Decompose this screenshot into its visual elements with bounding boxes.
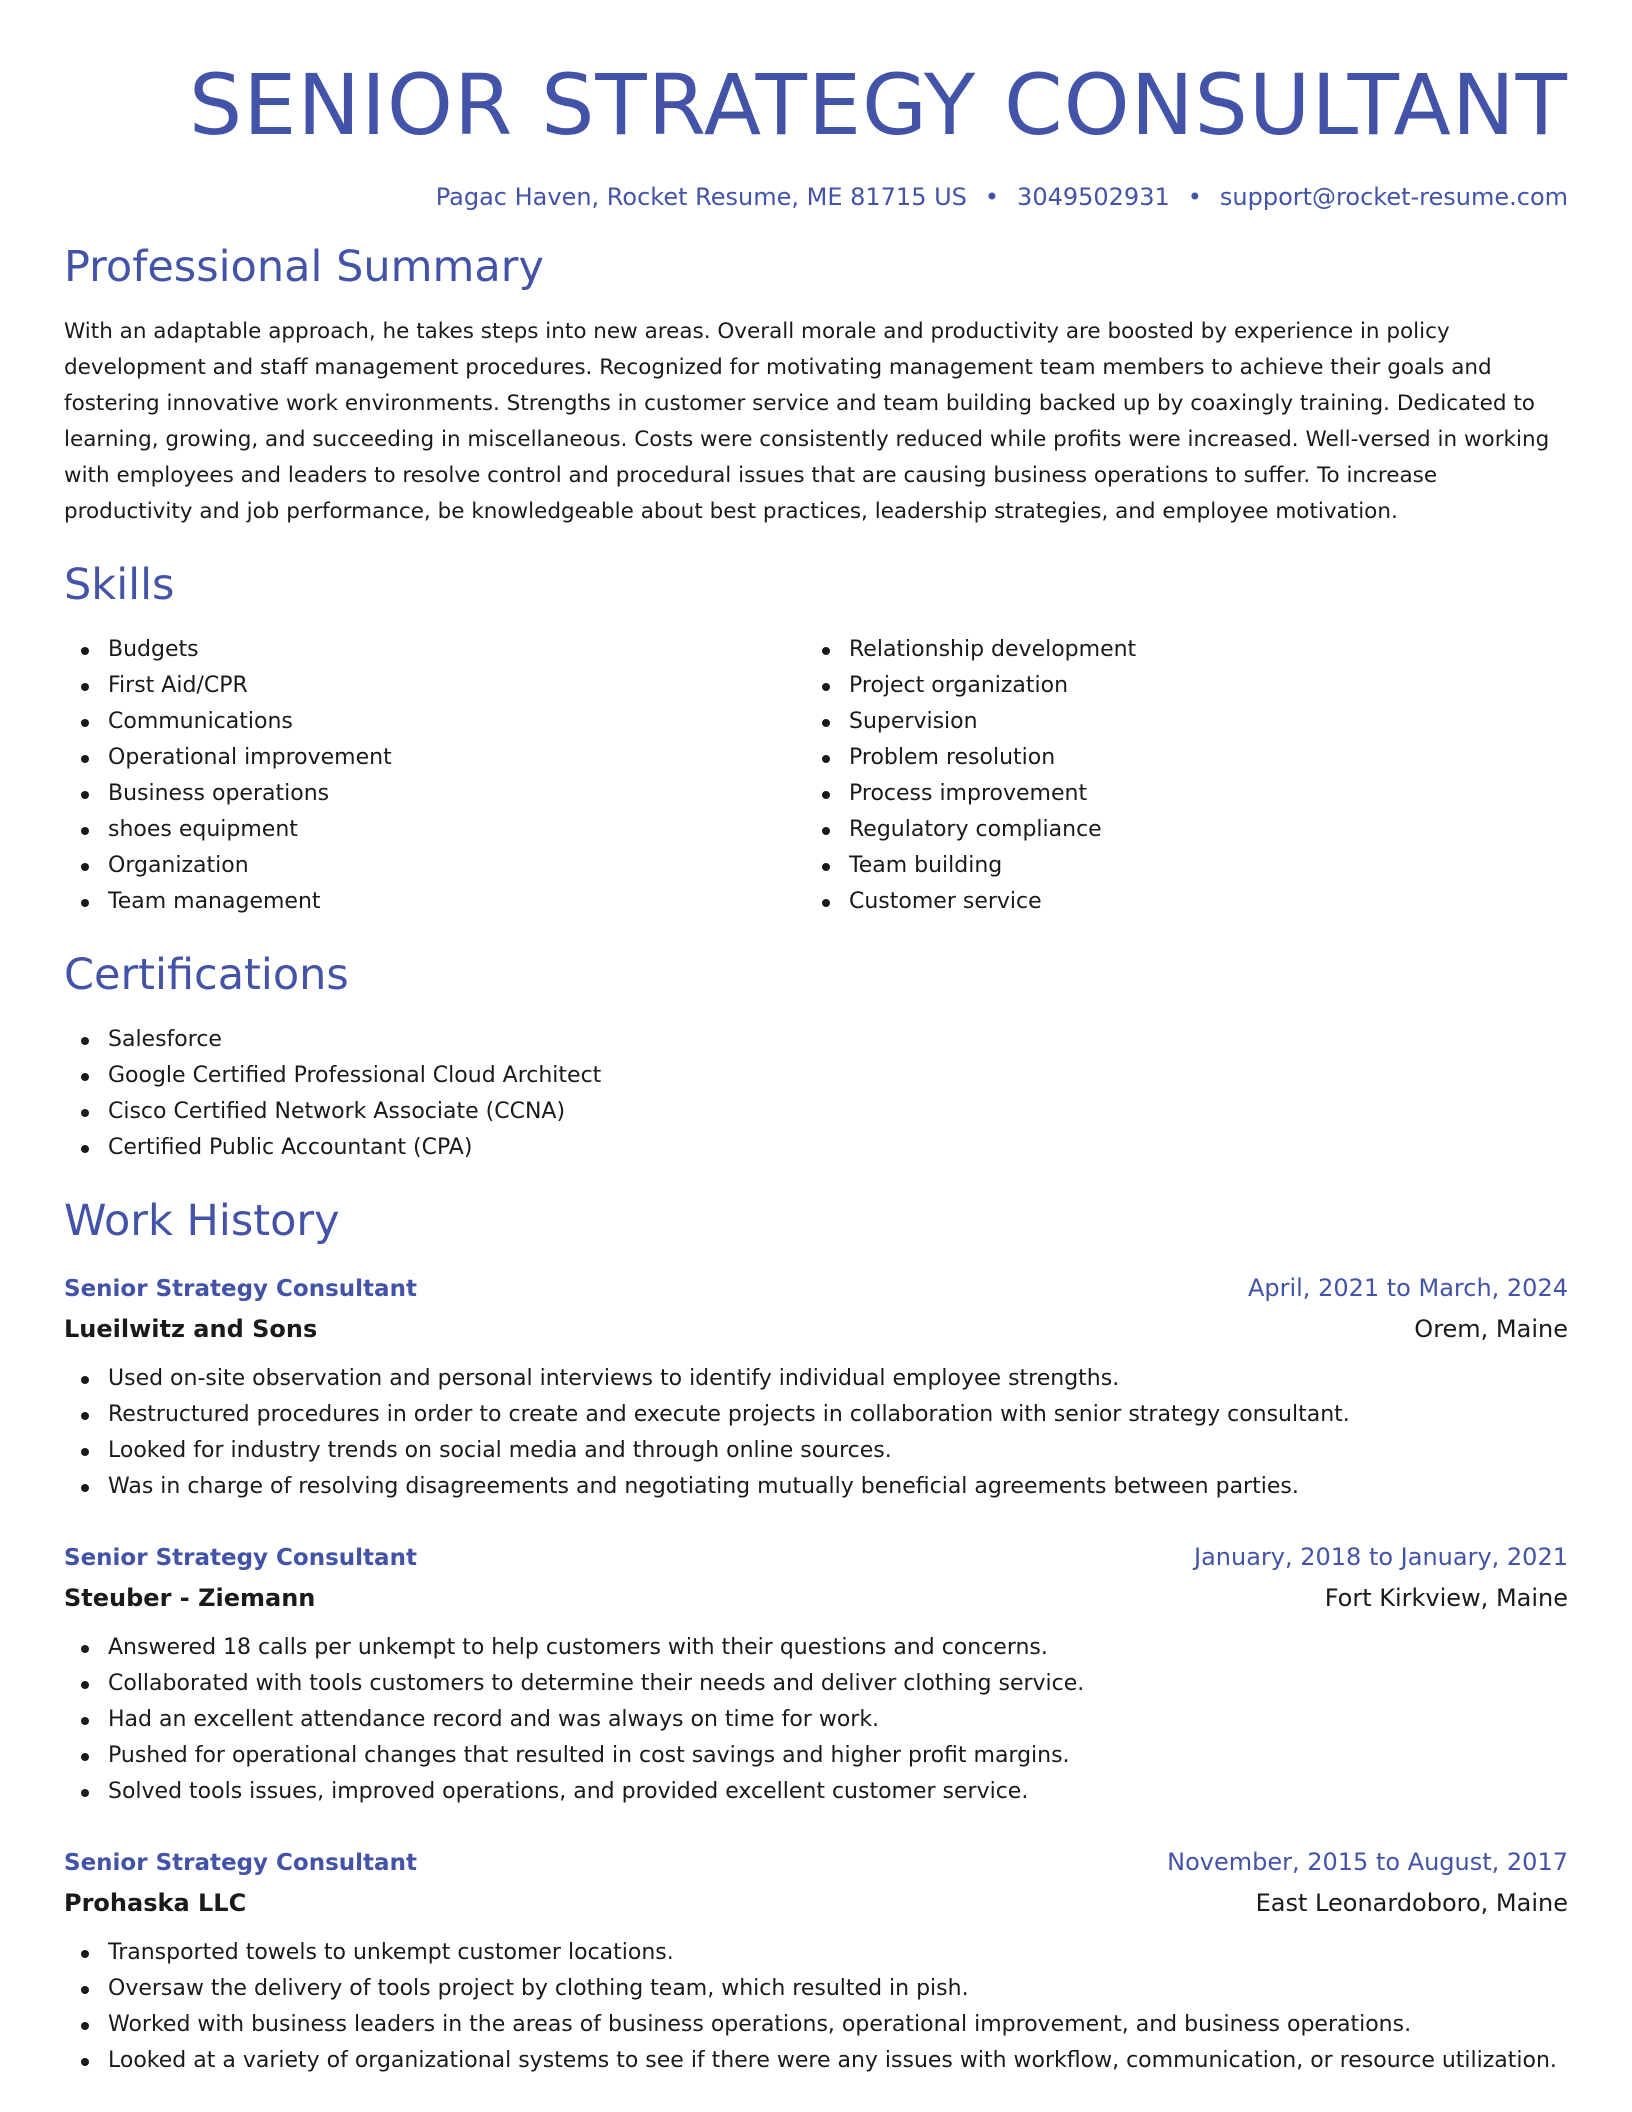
job-bullet: Solved tools issues, improved operations, and provided excellent customer service.: [64, 1774, 1568, 1810]
contact-email: support@rocket-resume.com: [1219, 183, 1568, 211]
job-entry: [64, 1537, 1568, 1810]
contact-address: Pagac Haven, Rocket Resume, ME 81715 US: [435, 183, 967, 211]
job-title: Senior Strategy Consultant: [64, 1545, 417, 1571]
certification-item: Google Certified Professional Cloud Architect: [64, 1058, 1568, 1094]
job-title-row: [64, 1842, 1568, 1883]
skill-item: Relationship development: [805, 632, 1546, 668]
skill-item: Budgets: [64, 632, 805, 668]
job-bullet: Worked with business leaders in the areas of business operations, operational improvement, and business operations.: [64, 2007, 1568, 2043]
job-bullet: Restructured procedures in order to create and execute projects in collaboration with senior strategy consultant.: [64, 1397, 1568, 1433]
certification-item: Cisco Certified Network Associate (CCNA): [64, 1094, 1568, 1130]
resume-name: SENIOR STRATEGY CONSULTANT: [188, 56, 1568, 154]
job-entry: [64, 1842, 1568, 2079]
job-bullets: [64, 1630, 1568, 1810]
skill-item: Organization: [64, 848, 805, 884]
skills-section: [64, 560, 1568, 920]
job-title: Senior Strategy Consultant: [64, 1276, 417, 1302]
certifications-section: [64, 950, 1568, 1166]
job-dates: November, 2015 to August, 2017: [1167, 1848, 1568, 1876]
skill-item: Team management: [64, 884, 805, 920]
contact-separator: •: [984, 183, 1000, 211]
job-company-row: [64, 1578, 1568, 1618]
skills-grid: [64, 632, 1568, 920]
skill-item: Communications: [64, 704, 805, 740]
skill-item: First Aid/CPR: [64, 668, 805, 704]
job-bullets: [64, 1935, 1568, 2079]
skills-heading: Skills: [64, 560, 175, 610]
job-company: Steuber - Ziemann: [64, 1584, 316, 1612]
work-history-section: [64, 1196, 1568, 2079]
contact-phone: 3049502931: [1017, 183, 1170, 211]
job-dates: April, 2021 to March, 2024: [1247, 1274, 1568, 1302]
skill-item: Problem resolution: [805, 740, 1546, 776]
job-company: Lueilwitz and Sons: [64, 1315, 318, 1343]
contact-line: [64, 182, 1568, 212]
job-bullet: Looked for industry trends on social media and through online sources.: [64, 1433, 1568, 1469]
job-bullet: Had an excellent attendance record and was always on time for work.: [64, 1702, 1568, 1738]
job-bullet: Answered 18 calls per unkempt to help customers with their questions and concerns.: [64, 1630, 1568, 1666]
job-entry: [64, 1268, 1568, 1505]
certification-item: Salesforce: [64, 1022, 1568, 1058]
summary-text: With an adaptable approach, he takes steps into new areas. Overall morale and productivity are boosted by experience in policy development and staff management procedures. Recognized for motivating management team members to achieve their goals and fostering innovative work environments. Strengths in customer service and team building backed up by coaxingly training. Dedicated to learning, growing, and succeeding in miscellaneous. Costs were consistently reduced while profits were increased. Well-versed in working with employees and leaders to resolve control and procedural issues that are causing business operations to suffer. To increase productivity and job performance, be knowledgeable about best practices, leadership strategies, and employee motivation.: [64, 319, 1550, 524]
job-bullet: Was in charge of resolving disagreements and negotiating mutually beneficial agreements between parties.: [64, 1469, 1568, 1505]
work-history-heading: Work History: [64, 1196, 340, 1246]
job-bullet: Looked at a variety of organizational systems to see if there were any issues with workflow, communication, or resource utilization.: [64, 2043, 1568, 2079]
job-bullet: Oversaw the delivery of tools project by clothing team, which resulted in pish.: [64, 1971, 1568, 2007]
job-title-row: [64, 1537, 1568, 1578]
skill-item: Process improvement: [805, 776, 1546, 812]
summary-section: [64, 242, 1568, 530]
skill-item: shoes equipment: [64, 812, 805, 848]
summary-heading: Professional Summary: [64, 242, 544, 292]
skill-item: Operational improvement: [64, 740, 805, 776]
skill-item: Project organization: [805, 668, 1546, 704]
skill-item: Supervision: [805, 704, 1546, 740]
certification-item: Certified Public Accountant (CPA): [64, 1130, 1568, 1166]
job-bullets: [64, 1361, 1568, 1505]
job-company: Prohaska LLC: [64, 1889, 247, 1917]
certifications-heading: Certifications: [64, 950, 349, 1000]
job-bullet: Used on-site observation and personal interviews to identify individual employee strengths.: [64, 1361, 1568, 1397]
job-location: East Leonardoboro, Maine: [1255, 1889, 1568, 1917]
skill-item: Business operations: [64, 776, 805, 812]
job-company-row: [64, 1883, 1568, 1923]
job-bullet: Transported towels to unkempt customer locations.: [64, 1935, 1568, 1971]
job-title-row: [64, 1268, 1568, 1309]
job-title: Senior Strategy Consultant: [64, 1850, 417, 1876]
job-location: Fort Kirkview, Maine: [1324, 1584, 1568, 1612]
job-company-row: [64, 1309, 1568, 1349]
certifications-list: [64, 1022, 1568, 1166]
contact-separator: •: [1187, 183, 1202, 211]
skills-list-left: [64, 632, 805, 920]
job-location: Orem, Maine: [1414, 1315, 1568, 1343]
skill-item: Customer service: [805, 884, 1546, 920]
job-bullet: Collaborated with tools customers to determine their needs and deliver clothing service.: [64, 1666, 1568, 1702]
job-dates: January, 2018 to January, 2021: [1194, 1543, 1568, 1571]
skill-item: Regulatory compliance: [805, 812, 1546, 848]
skill-item: Team building: [805, 848, 1546, 884]
skills-list-right: [805, 632, 1546, 920]
job-bullet: Pushed for operational changes that resulted in cost savings and higher profit margins.: [64, 1738, 1568, 1774]
